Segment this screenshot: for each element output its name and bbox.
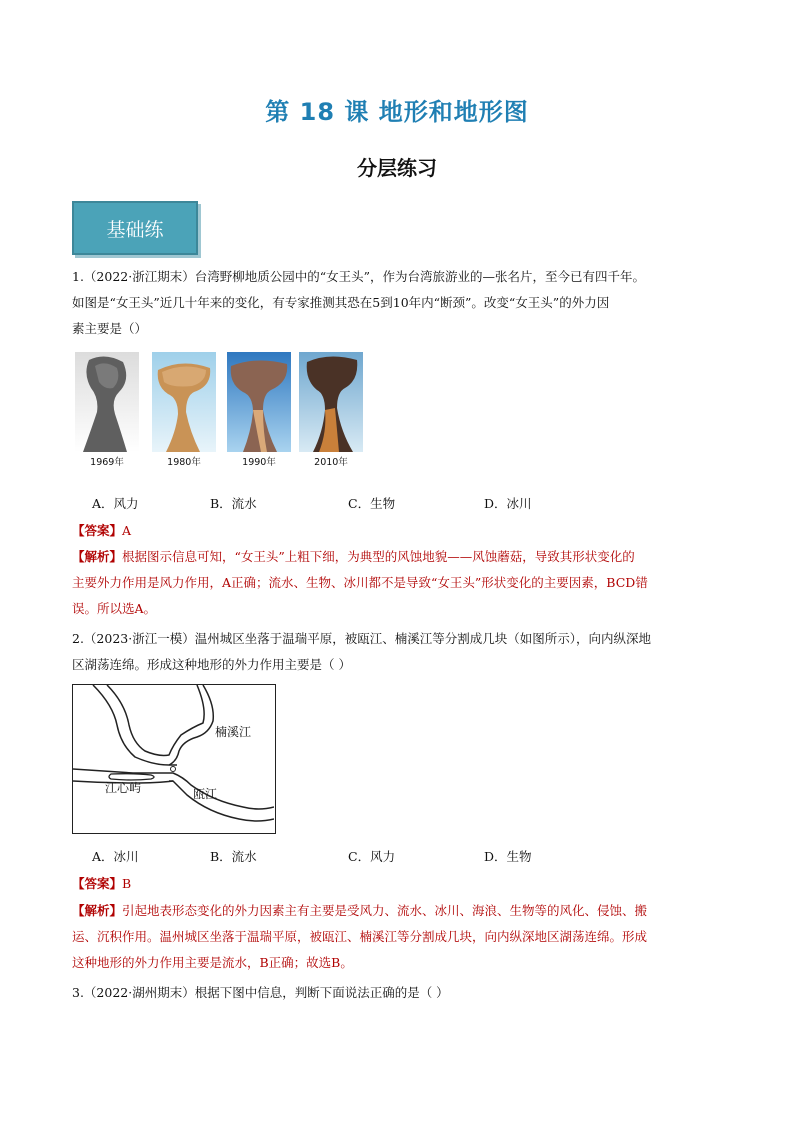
q1-stem-line: 素主要是（）	[72, 321, 148, 336]
q3-stem-line: 3.（2022·湖州期末）根据下图中信息，判断下面说法正确的是（ ）	[72, 985, 449, 1000]
analysis-label: 【解析】	[72, 549, 123, 564]
q2-river-map	[72, 684, 276, 834]
q2-analysis-line: 运、沉积作用。温州城区坐落于温瑞平原，被瓯江、楠溪江等分割成几块，向内纵深地区湖荡连绵。形成	[72, 929, 648, 944]
q1-answer	[72, 522, 732, 540]
rock-photo	[152, 352, 216, 452]
q2-analysis-line	[72, 902, 732, 920]
photo-caption: 2010年	[314, 457, 348, 468]
q1-option-d: D．冰川	[484, 496, 532, 511]
photo-caption: 1990年	[242, 457, 276, 468]
q1-photo-1969	[75, 352, 139, 470]
rock-photo	[75, 352, 139, 452]
q1-analysis-line: 主要外力作用是风力作用，A正确；流水、生物、冰川都不是导致“女王头”形状变化的主要因素，BCD错	[72, 575, 648, 590]
q2-stem-line: 2.（2023·浙江一模）温州城区坐落于温瑞平原，被瓯江、楠溪江等分割成几块（如图所示），向内纵深地	[72, 631, 651, 646]
q2-option-c: C．风力	[348, 849, 396, 864]
q1-photo-1980	[152, 352, 216, 470]
analysis-label: 【解析】	[72, 903, 123, 918]
map-label-jiangxinyu: 江心屿	[105, 781, 142, 795]
analysis-text: 引起地表形态变化的外力因素主有主要是受风力、流水、冰川、海浪、生物等的风化、侵蚀、搬	[122, 903, 648, 918]
q1-analysis-line	[72, 548, 732, 566]
q1-stem-line: 1.（2022·浙江期末）台湾野柳地质公园中的“女王头”，作为台湾旅游业的—张名片，至今已有四千年。	[72, 269, 645, 284]
q1-option-c: C．生物	[348, 496, 396, 511]
page-title: 第 18 课 地形和地形图	[265, 98, 529, 126]
q1-option-b: B．流水	[210, 496, 257, 511]
rock-photo	[227, 352, 291, 452]
q2-option-d: D．生物	[484, 849, 532, 864]
photo-caption: 1969年	[90, 457, 124, 468]
page-subtitle: 分层练习	[357, 156, 437, 180]
answer-label: 【答案】	[72, 876, 123, 891]
photo-caption: 1980年	[167, 457, 201, 468]
q1-stem-line: 如图是“女王头”近几十年来的变化，有专家推测其恐在5到10年内“断颈”。改变“女王头”的外力因	[72, 295, 610, 310]
map-label-nanxi: 楠溪江	[215, 725, 252, 739]
q1-analysis-line: 误。所以选A。	[72, 601, 157, 616]
answer-value: A	[122, 523, 132, 538]
q1-option-a: A．风力	[92, 496, 139, 511]
q1-photo-1990	[227, 352, 291, 470]
q2-option-a: A．冰川	[92, 849, 139, 864]
q2-option-b: B．流水	[210, 849, 257, 864]
answer-value: B	[122, 876, 132, 891]
section-badge: 基础练	[72, 201, 198, 255]
q1-photo-2010	[299, 352, 363, 470]
q2-answer	[72, 875, 732, 893]
map-label-oujiang: 瓯江	[193, 787, 218, 801]
rock-photo	[299, 352, 363, 452]
q2-analysis-line: 这种地形的外力作用主要是流水，B正确；故选B。	[72, 955, 353, 970]
answer-label: 【答案】	[72, 523, 123, 538]
analysis-text: 根据图示信息可知，“女王头”上粗下细，为典型的风蚀地貌——风蚀蘑菇，导致其形状变化的	[122, 549, 635, 564]
q2-stem-line: 区湖荡连绵。形成这种地形的外力作用主要是（ ）	[72, 657, 351, 672]
